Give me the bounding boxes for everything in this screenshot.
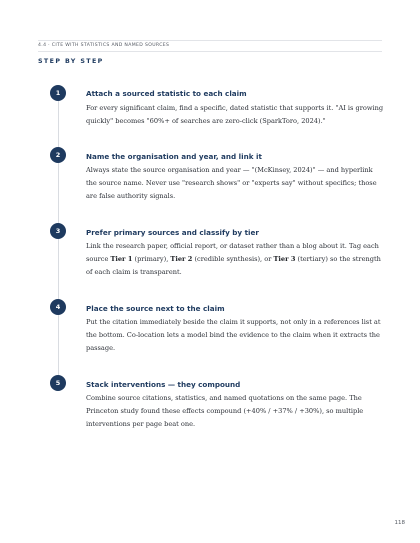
tier-1-note: (primary), <box>132 255 171 263</box>
step-number-badge: 3 <box>50 223 66 239</box>
step-body: For every significant claim, find a specific, dated statistic that supports it. "AI is growing quickly" becomes "60%+ of searches are zero-click (SparkToro, 2024)." <box>86 104 384 125</box>
step-title: Name the organisation and year, and link it <box>86 152 262 161</box>
header-top-rule <box>38 40 382 41</box>
step-number-badge: 1 <box>50 85 66 101</box>
step-body <box>86 240 384 279</box>
step-number-badge: 2 <box>50 147 66 163</box>
step-body: Always state the source organisation and year — "(McKinsey, 2024)" — and hyperlink the source name. Never use "research shows" or "experts say" without specifics; those are false authority signals. <box>86 166 377 200</box>
step-title: Place the source next to the claim <box>86 304 225 313</box>
step-title: Prefer primary sources and classify by tier <box>86 228 259 237</box>
step-body: Combine source citations, statistics, and named quotations on the same page. The Princeton study found these effects compound (+40% / +37% / +30%), so multiple interventions per page beat one. <box>86 394 364 428</box>
tier-2-label: Tier 2 <box>170 255 193 263</box>
tier-3-note: (tertiary) so the strength of each claim is transparent. <box>86 255 381 276</box>
step-title: Stack interventions — they compound <box>86 380 241 389</box>
running-head: 4.4 · CITE WITH STATISTICS AND NAMED SOURCES <box>38 43 170 48</box>
tier-1-label: Tier 1 <box>110 255 133 263</box>
header-bottom-rule <box>38 51 382 52</box>
section-label: STEP BY STEP <box>38 58 104 65</box>
page-number: 118 <box>394 520 405 526</box>
step-title: Attach a sourced statistic to each claim <box>86 89 247 98</box>
step-body: Put the citation immediately beside the claim it supports, not only in a references list at the bottom. Co-location lets a model bind the evidence to the claim when it extracts the passage. <box>86 318 381 352</box>
step-number-badge: 5 <box>50 375 66 391</box>
step-body-intro: Link the research paper, official report, or dataset rather than a blog about it. Tag each source <box>86 242 379 263</box>
tier-3-label: Tier 3 <box>273 255 296 263</box>
step-number-badge: 4 <box>50 299 66 315</box>
tier-2-note: (credible synthesis), or <box>192 255 274 263</box>
